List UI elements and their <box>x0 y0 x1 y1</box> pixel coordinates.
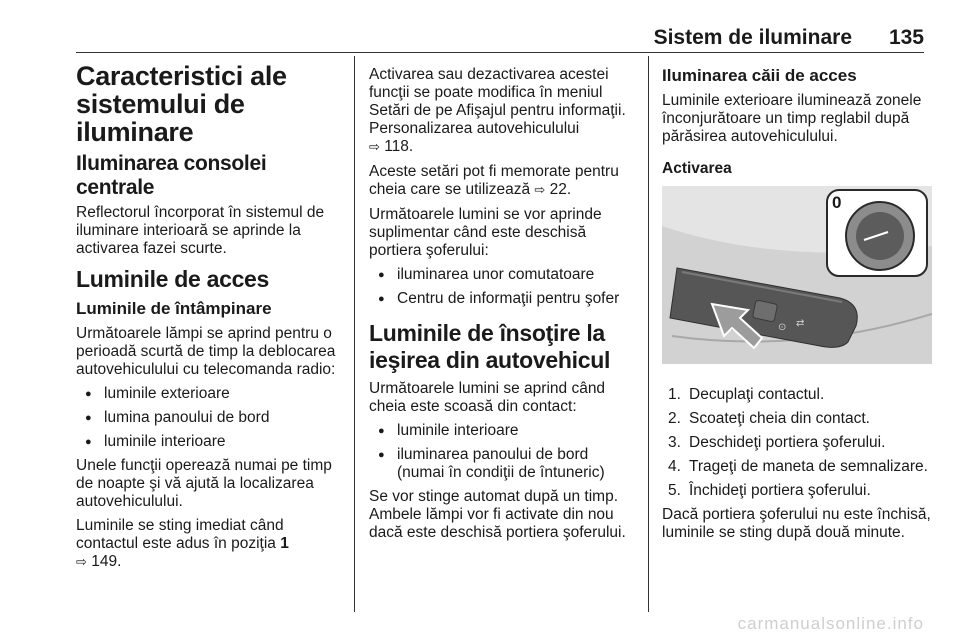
list-item: 2. Scoateţi cheia din contact. <box>668 410 870 427</box>
heading-activation: Activarea <box>662 160 732 177</box>
heading-console-lighting: Iluminarea consolei centrale <box>76 152 267 199</box>
column-left <box>76 56 344 578</box>
position-number: 1 <box>280 535 289 552</box>
list-item: ● iluminarea panoului de bord (numai în condiţii de întuneric) <box>369 446 639 482</box>
exit-lights-list <box>369 422 639 482</box>
ignition-position-label: 0 <box>832 193 842 212</box>
column-right <box>662 56 932 548</box>
page-reference-arrow-icon: ⇨ <box>369 140 380 155</box>
page-reference-arrow-icon: ⇨ <box>534 183 546 198</box>
list-item: 1. Decuplaţi contactul. <box>668 386 825 403</box>
welcome-lights-list <box>76 385 344 451</box>
paragraph-console: Reflectorul încorporat în sistemul de iluminare interioară se aprinde la activarea fazei scurte. <box>76 204 325 257</box>
paragraph-door-open: Dacă portiera şoferului nu este închisă, luminile se sting după două minute. <box>662 506 931 541</box>
turn-signal-lever-illustration <box>662 186 932 364</box>
heading-welcome-lights: Luminile de întâmpinare <box>76 299 272 318</box>
list-item: ● lumina panoului de bord <box>76 409 344 427</box>
list-item: ● luminile interioare <box>369 422 639 440</box>
paragraph-auto-off: Se vor stinge automat după un timp. Ambele lămpi vor fi activate din nou dacă este deschisă portiera şoferului. <box>369 488 626 541</box>
svg-text:⊙: ⊙ <box>778 322 787 333</box>
page-reference: 22. <box>545 181 572 198</box>
heading-exit-lights: Luminile de însoţire la ieşirea din autovehicul <box>369 320 611 373</box>
paragraph-activate-text: Activarea sau dezactivarea acestei funcţii se poate modifica în meniul Setări de pe Afişajul pentru informaţii. Personalizarea autovehiculului <box>369 66 626 137</box>
page-number: 135 <box>888 26 924 49</box>
list-item: ● iluminarea unor comutatoare <box>369 266 639 284</box>
list-item: 5. Închideţi portiera şoferului. <box>668 482 871 499</box>
watermark: carmanualsonline.info <box>737 614 924 633</box>
paragraph-memory-text: Aceste setări pot fi memorate pentru cheia care se utilizează <box>369 163 619 198</box>
paragraph-welcome: Următoarele lămpi se aprind pentru o perioadă scurtă de timp la deblocarea autovehiculului cu telecomanda radio: <box>76 325 336 378</box>
paragraph-off-text: Luminile se sting imediat când contactul este adus în poziţia <box>76 517 284 552</box>
page-reference-arrow-icon: ⇨ <box>76 555 87 570</box>
paragraph-extra-lights: Următoarele lumini se vor aprinde suplimentar când este deschisă portiera şoferului: <box>369 206 602 259</box>
paragraph-path: Luminile exterioare iluminează zonele înconjurătoare un timp reglabil după părăsirea autovehiculului. <box>662 92 922 145</box>
activation-steps <box>662 386 932 500</box>
paragraph-exit: Următoarele lumini se aprind când cheia este scoasă din contact: <box>369 380 606 415</box>
column-divider <box>648 56 649 612</box>
page-reference: 118. <box>379 138 414 155</box>
list-item: ● luminile exterioare <box>76 385 344 403</box>
page-reference: 149. <box>86 553 122 570</box>
list-item: 4. Trageţi de maneta de semnalizare. <box>668 458 928 475</box>
svg-text:⇄: ⇄ <box>796 318 805 329</box>
lever-illustration-svg <box>662 186 932 364</box>
paragraph-off <box>76 517 344 572</box>
main-title: Caracteristici ale sistemului de iluminare <box>76 61 287 147</box>
section-title: Sistem de iluminare <box>653 26 852 49</box>
list-item: ● Centru de informaţii pentru şofer <box>369 290 639 308</box>
column-divider <box>354 56 355 612</box>
list-item: 3. Deschideţi portiera şoferului. <box>668 434 886 451</box>
paragraph-memory <box>369 163 639 200</box>
column-middle <box>369 56 639 548</box>
heading-path-lighting: Iluminarea căii de acces <box>662 66 857 85</box>
paragraph-night: Unele funcţii operează numai pe timp de noapte şi vă ajută la localizarea autovehiculului. <box>76 457 332 510</box>
heading-access-lights: Luminile de acces <box>76 266 270 292</box>
page-header <box>76 22 924 53</box>
list-item: ● luminile interioare <box>76 433 344 451</box>
paragraph-activate <box>369 66 639 157</box>
extra-lights-list <box>369 266 639 308</box>
